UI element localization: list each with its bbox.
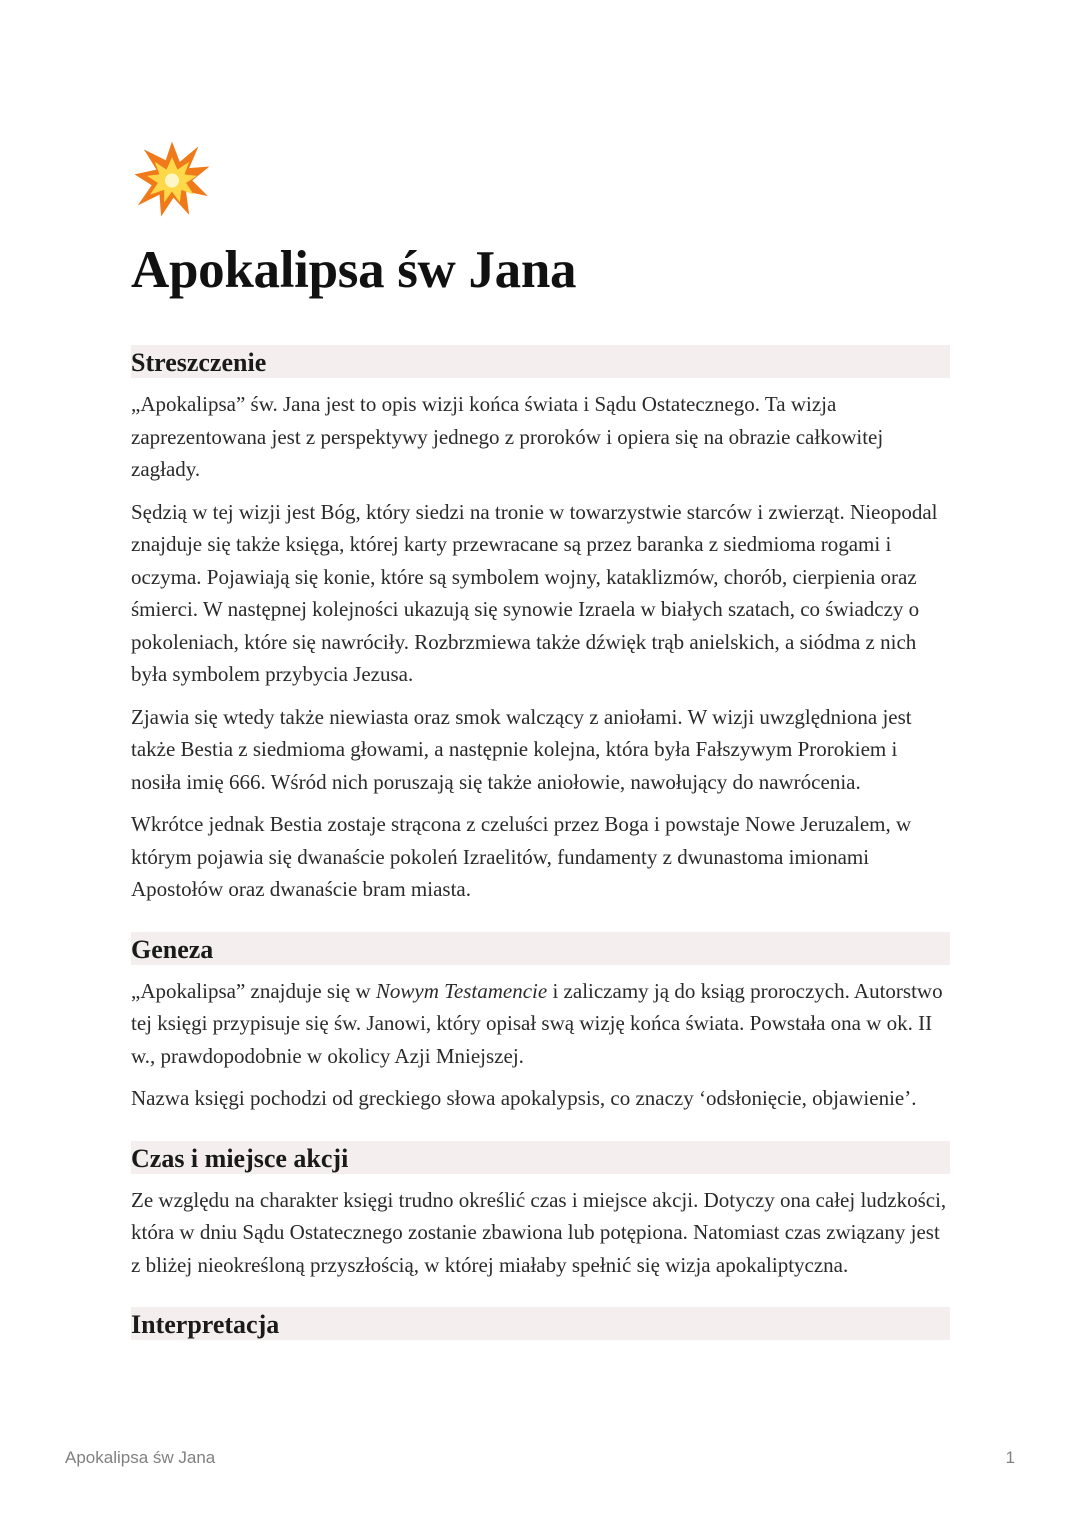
paragraph: Nazwa księgi pochodzi od greckiego słowa apokalypsis, co znaczy ‘odsłonięcie, objawienie’. [131,1086,917,1110]
section-heading: Geneza [131,932,950,965]
paragraph: „Apokalipsa” św. Jana jest to opis wizji końca świata i Sądu Ostatecznego. Ta wizja zaprezentowana jest z perspektywy jednego z proroków i opiera się na obrazie całkowitej zagłady. [131,392,884,481]
page-title: Apokalipsa św Jana [131,241,577,299]
paragraph: Sędzią w tej wizji jest Bóg, który siedzi na tronie w towarzystwie starców i zwierząt. Nieopodal znajduje się także księga, której karty przewracane są przez baranka z siedmioma rogami i oczyma. Pojawiają się konie, które są symbolem wojny, kataklizmów, chorób, cierpienia oraz śmierci. W następnej kolejności ukazują się synowie Izraela w białych szatach, co świadczy o pokoleniach, które się nawróciły. Rozbrzmiewa także dźwięk trąb anielskich, a siódma z nich była symbolem przybycia Jezusa. [131,499,938,686]
paragraph: Zjawia się wtedy także niewiasta oraz smok walczący z aniołami. W wizji uwzględniona jest także Bestia z siedmioma głowami, a następnie kolejna, która była Fałszywym Prorokiem i nosiła imię 666. Wśród nich poruszają się także aniołowie, nawołujący do nawrócenia. [131,704,912,794]
page-number: 1 [1005,1448,1015,1467]
section-interpretacja [131,1307,950,1340]
section-heading: Interpretacja [131,1307,950,1340]
text: i zaliczamy ją do ksiąg proroczych. Autorstwo tej księgi przypisuje się św. Janowi, który opisał swą wizję końca świata. Powstała ona w ok. II w., prawdopodobnie w okolicy Azji Mniejszej. [131,978,943,1068]
section-streszczenie [131,345,950,906]
paragraph [131,975,950,1073]
footer-title: Apokalipsa św Jana [65,1448,216,1467]
paragraph: Wkrótce jednak Bestia zostaje strącona z czeluści przez Boga i powstaje Nowe Jeruzalem, w którym pojawia się dwanaście pokoleń Izraelitów, fundamenty z dwunastoma imionami Apostołów oraz dwanaście bram miasta. [131,812,912,901]
document-page [131,140,950,1340]
paragraph: Ze względu na charakter księgi trudno określić czas i miejsce akcji. Dotyczy ona całej ludzkości, która w dniu Sądu Ostatecznego zostanie zbawiona lub potępiona. Natomiast czas związany jest z bliżej nieokreśloną przyszłością, w której miałaby spełnić się wizja apokaliptyczna. [131,1187,947,1277]
section-czas-i-miejsce [131,1141,950,1282]
section-geneza [131,932,950,1115]
emphasis-text: Nowym Testamencie [375,978,548,1003]
text: „Apokalipsa” znajduje się w [131,978,376,1003]
collision-icon [133,140,211,218]
section-heading: Streszczenie [131,345,950,378]
section-heading: Czas i miejsce akcji [131,1141,950,1174]
